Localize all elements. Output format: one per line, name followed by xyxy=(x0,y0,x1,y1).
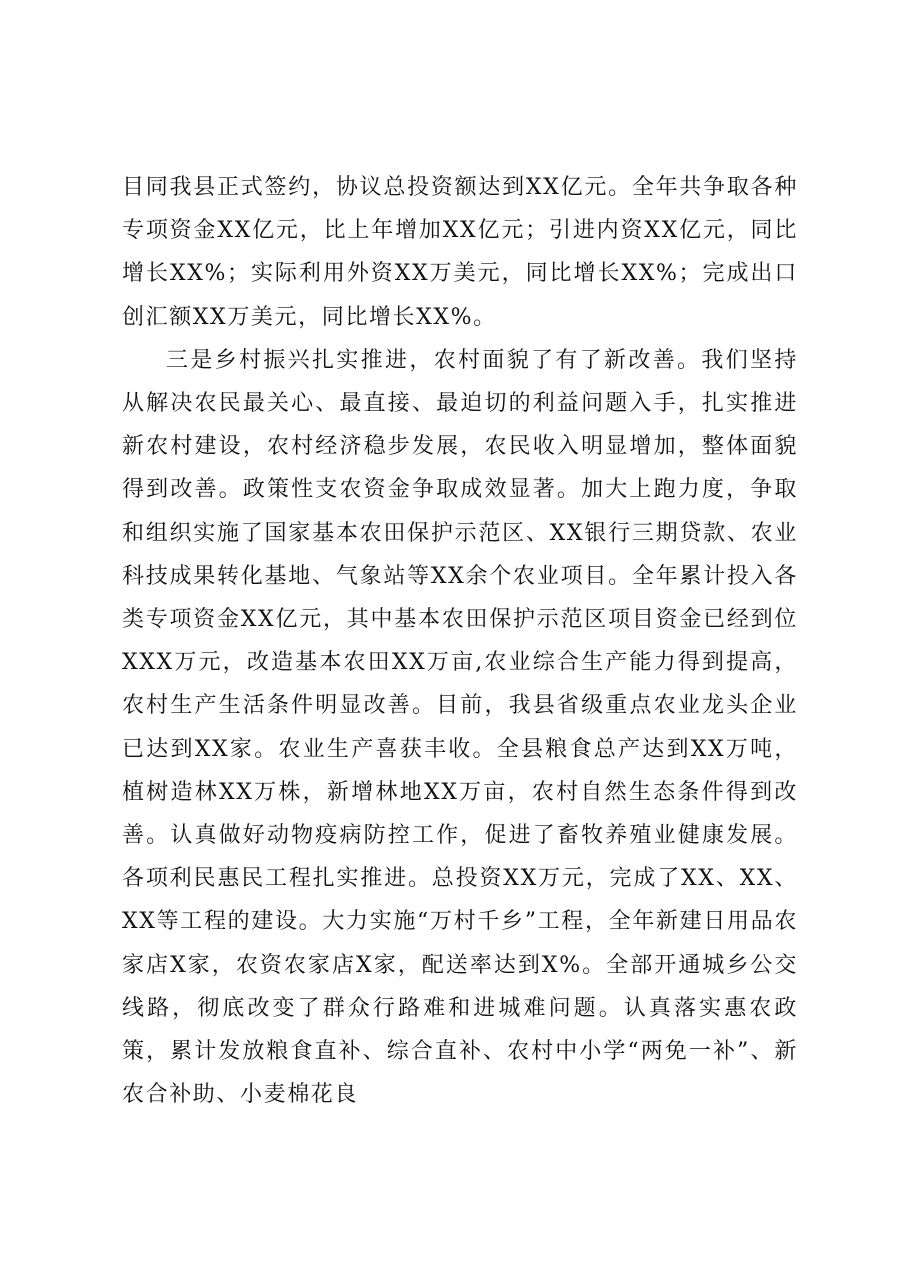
paragraph-investment-summary: 目同我县正式签约，协议总投资额达到XX亿元。全年共争取各种专项资金XX亿元，比上年增加XX亿元；引进内资XX亿元，同比增长XX%；实际利用外资XX万美元，同比增长XX%；完成出口创汇额XX万美元，同比增长XX%。 xyxy=(122,175,798,330)
paragraph-rural-revitalization: 三是乡村振兴扎实推进，农村面貌了有了新改善。我们坚持从解决农民最关心、最直接、最迫切的利益问题入手，扎实推进新农村建设，农村经济稳步发展，农民收入明显增加，整体面貌得到改善。政策性支农资金争取成效显著。加大上跑力度，争取和组织实施了国家基本农田保护示范区、XX银行三期贷款、农业科技成果转化基地、气象站等XX余个农业项目。全年累计投入各类专项资金XX亿元，其中基本农田保护示范区项目资金已经到位XXX万元，改造基本农田XX万亩,农业综合生产能力得到提高，农村生产生活条件明显改善。目前，我县省级重点农业龙头企业已达到XX家。农业生产喜获丰收。全县粮食总产达到XX万吨，植树造林XX万株，新增林地XX万亩，农村自然生态条件得到改善。认真做好动物疫病防控工作，促进了畜牧养殖业健康发展。各项利民惠民工程扎实推进。总投资XX万元，完成了XX、XX、XX等工程的建设。大力实施“万村千乡”工程，全年新建日用品农家店X家，农资农家店X家，配送率达到X%。全部开通城乡公交线路，彻底改变了群众行路难和进城难问题。认真落实惠农政策，累计发放粮食直补、综合直补、农村中小学“两免一补”、新农合补助、小麦棉花良 xyxy=(122,347,798,1108)
document-body xyxy=(122,166,798,1116)
